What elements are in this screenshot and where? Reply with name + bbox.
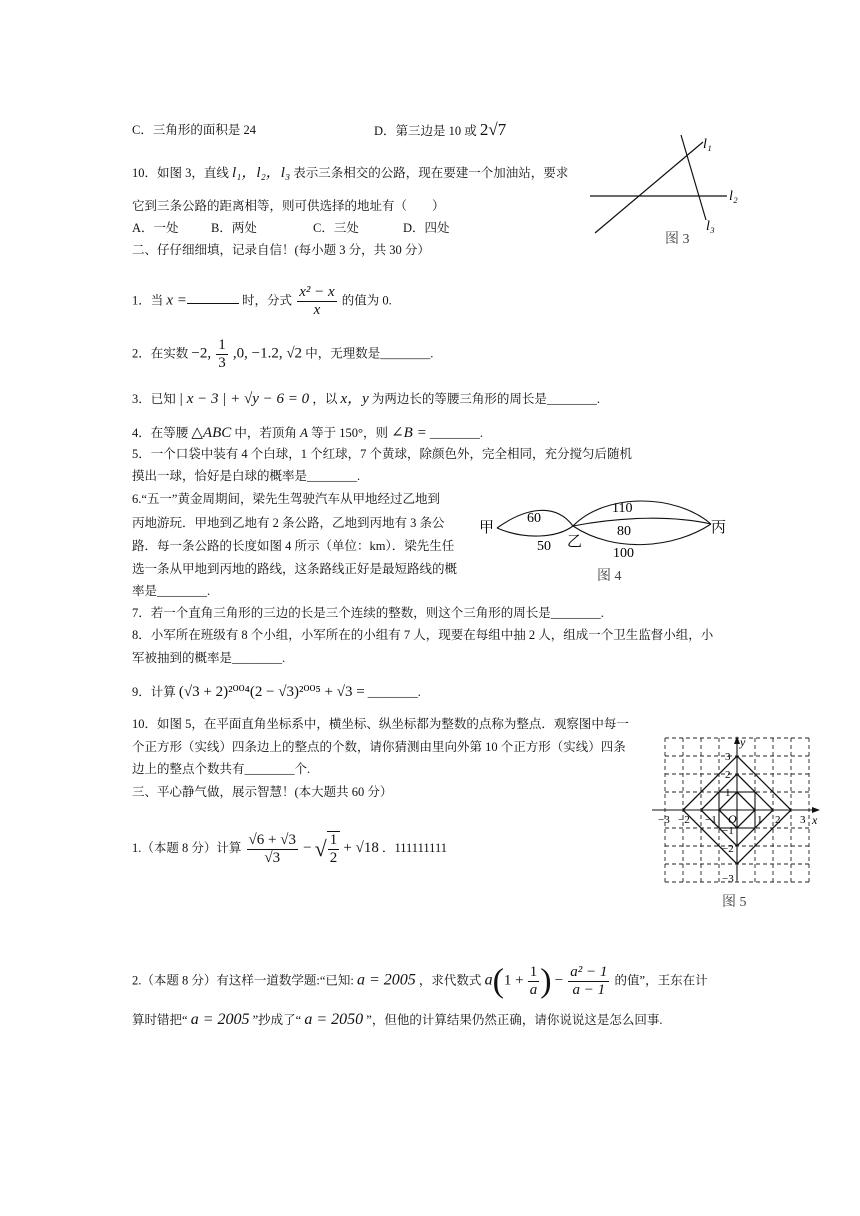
fill-5-line2: 摸出一球，恰好是白球的概率是________. <box>132 469 361 483</box>
road-50 <box>497 526 573 536</box>
option-10d: D．四处 <box>403 221 450 235</box>
figure-5-caption: 图 5 <box>722 895 747 910</box>
fill-6-line1: 6.“五一”黄金周期间，梁先生驾驶汽车从甲地经过乙地到 <box>132 492 440 506</box>
x-axis-label: x <box>812 813 818 827</box>
label-l3: l₃ <box>706 219 715 234</box>
y-tick-3: 3 <box>725 751 731 763</box>
answer-blank <box>187 303 239 304</box>
x-tick-1: 1 <box>757 814 763 826</box>
option-9d: D．第三边是 10 或 2√7 <box>374 120 507 139</box>
y-tick-1: 1 <box>725 787 731 799</box>
label-l2: l₂ <box>729 189 738 204</box>
option-10c: C．三处 <box>313 221 359 235</box>
fill-7: 7．若一个直角三角形的三边的长是三个连续的整数，则这个三角形的周长是________. <box>132 606 604 620</box>
figure-3 <box>585 130 755 250</box>
fill-4: 4．在等腰 △ABC 中，若顶角 A 等于 150°，则 ∠B = ________. <box>132 425 483 441</box>
fill-10-line1: 10．如图 5，在平面直角坐标系中，横坐标、纵坐标都为整数的点称为整点．观察图中每一 <box>132 717 629 731</box>
figure-5 <box>650 730 830 910</box>
fill-6-line3: 路．每一条公路的长度如图 4 所示（单位：km）．梁先生任 <box>132 539 455 553</box>
math-lines: l₁，l₂，l₃ <box>232 165 291 181</box>
sqrt-half: $\frac{1}{2}$ <box>327 831 341 867</box>
fill-9: 9．计算 (√3 + 2)²⁰⁰⁴(2 − √3)²⁰⁰⁵ + √3 = ________. <box>132 684 421 700</box>
label-yi: 乙 <box>567 534 583 550</box>
question-10: 10．如图 3，直线 l₁，l₂，l₃ 表示三条相交的公路，现在要建一个加油站，要求 <box>132 165 569 181</box>
fill-8-line2: 军被抽到的概率是________. <box>132 651 286 665</box>
left-paren: ( <box>492 962 504 1000</box>
fill-10-line2: 个正方形（实线）四条边上的整点的个数，请你猜测由里向外第 10 个正方形（实线）四条 <box>132 740 626 754</box>
question-10-line2: 它到三条公路的距离相等，则可供选择的地址有（ ） <box>132 199 445 213</box>
x-tick-3: 3 <box>800 814 806 826</box>
y-axis-label: y <box>740 735 746 749</box>
option-9c: C．三角形的面积是 24 <box>132 123 256 137</box>
section-2-title: 二、仔仔细细填，记录自信！(每小题 3 分，共 30 分） <box>132 243 430 257</box>
option-10b: B．两处 <box>211 221 257 235</box>
x-tick-neg2: −2 <box>678 814 690 826</box>
road-100 <box>573 524 711 545</box>
solve-1: 1.（本题 8 分）计算 $\frac{√6 + √3}{√3}$ − √ $\frac{1}{2}$ + √18 ．111111111 <box>132 831 447 866</box>
label-60: 60 <box>527 511 541 526</box>
label-50: 50 <box>537 539 551 554</box>
road-80 <box>573 518 711 526</box>
x-tick-2: 2 <box>775 814 781 826</box>
fraction-a2-1-over-a-1: $\frac{\text{a² − 1}}{a - 1}$ <box>570 964 608 998</box>
label-80: 80 <box>617 524 631 539</box>
fraction-1-over-a: $\frac{1}{a}$ <box>529 964 538 998</box>
fill-10-line3: 边上的整点个数共有________个. <box>132 762 311 776</box>
fill-2: 2．在实数 −2, $\frac{1}{3}$ ,0, −1.2, √2 中，无理数是________. <box>132 337 434 371</box>
fraction-sqrt6-sqrt3: $\frac{√6 + √3}{√3}$ <box>248 831 296 866</box>
y-tick-neg3: −3 <box>722 873 734 885</box>
fill-6-line4: 选一条从甲地到丙地的路线，这条路线正好是最短路线的概 <box>132 562 458 576</box>
math-2sqrt7: 2√7 <box>479 120 507 139</box>
right-paren: ) <box>540 962 552 1000</box>
x-tick-neg1: −1 <box>705 814 717 826</box>
x-tick-neg3: −3 <box>658 814 670 826</box>
figure-4 <box>475 488 735 588</box>
fraction-x2-x-over-x: $\frac{\text{x² − x}}{x}$ <box>299 284 335 318</box>
fill-6-line5: 率是________. <box>132 584 211 598</box>
sqrt-sign: √ <box>314 836 327 861</box>
y-tick-neg2: −2 <box>722 843 734 855</box>
y-tick-neg1: −1 <box>722 825 734 837</box>
y-tick-2: 2 <box>725 769 731 781</box>
label-100: 100 <box>613 546 634 561</box>
label-110: 110 <box>612 501 633 516</box>
option-10a: A．一处 <box>132 221 179 235</box>
label-bing: 丙 <box>711 520 727 536</box>
origin-label: O <box>728 812 737 826</box>
fill-1: 1．当 x = 时，分式 $\frac{\text{x² − x}}{x}$ 的值为 0. <box>132 284 392 318</box>
figure-3-caption: 图 3 <box>665 232 690 247</box>
fill-8-line1: 8．小军所在班级有 8 个小组，小军所在的小组有 7 人，现要在每组中抽 2 人，组成一个卫生监督小组，小 <box>132 628 714 642</box>
fill-6-line2: 丙地游玩．甲地到乙地有 2 条公路，乙地到丙地有 3 条公 <box>132 516 445 530</box>
solve-2: 2.（本题 8 分）有这样一道数学题:“已知: a = 2005 ，求代数式 a(1 + $\frac{1}{a}$ ) − $\frac{\text{a² − 1}}{a - 1}$ 的值”，王东在计 <box>132 962 708 1000</box>
fill-3: 3．已知 | x − 3 | + √y − 6 = 0 ，以 x，y 为两边长的等腰三角形的周长是________. <box>132 391 601 407</box>
solve-2-line2: 算时错把“ a = 2005 ”抄成了“ a = 2050 ”，但他的计算结果仍然正确，请你说说这是怎么回事. <box>132 1011 663 1028</box>
figure-4-caption: 图 4 <box>597 569 622 584</box>
fill-5-line1: 5．一个口袋中装有 4 个白球，1 个红球，7 个黄球，除颜色外，完全相同，充分搅匀后随机 <box>132 447 633 461</box>
label-jia: 甲 <box>479 520 495 536</box>
fraction-one-third: $\frac{1}{3}$ <box>218 337 226 371</box>
section-3-title: 三、平心静气做，展示智慧！(本大题共 60 分） <box>132 785 393 799</box>
label-l1: l₁ <box>703 137 712 152</box>
